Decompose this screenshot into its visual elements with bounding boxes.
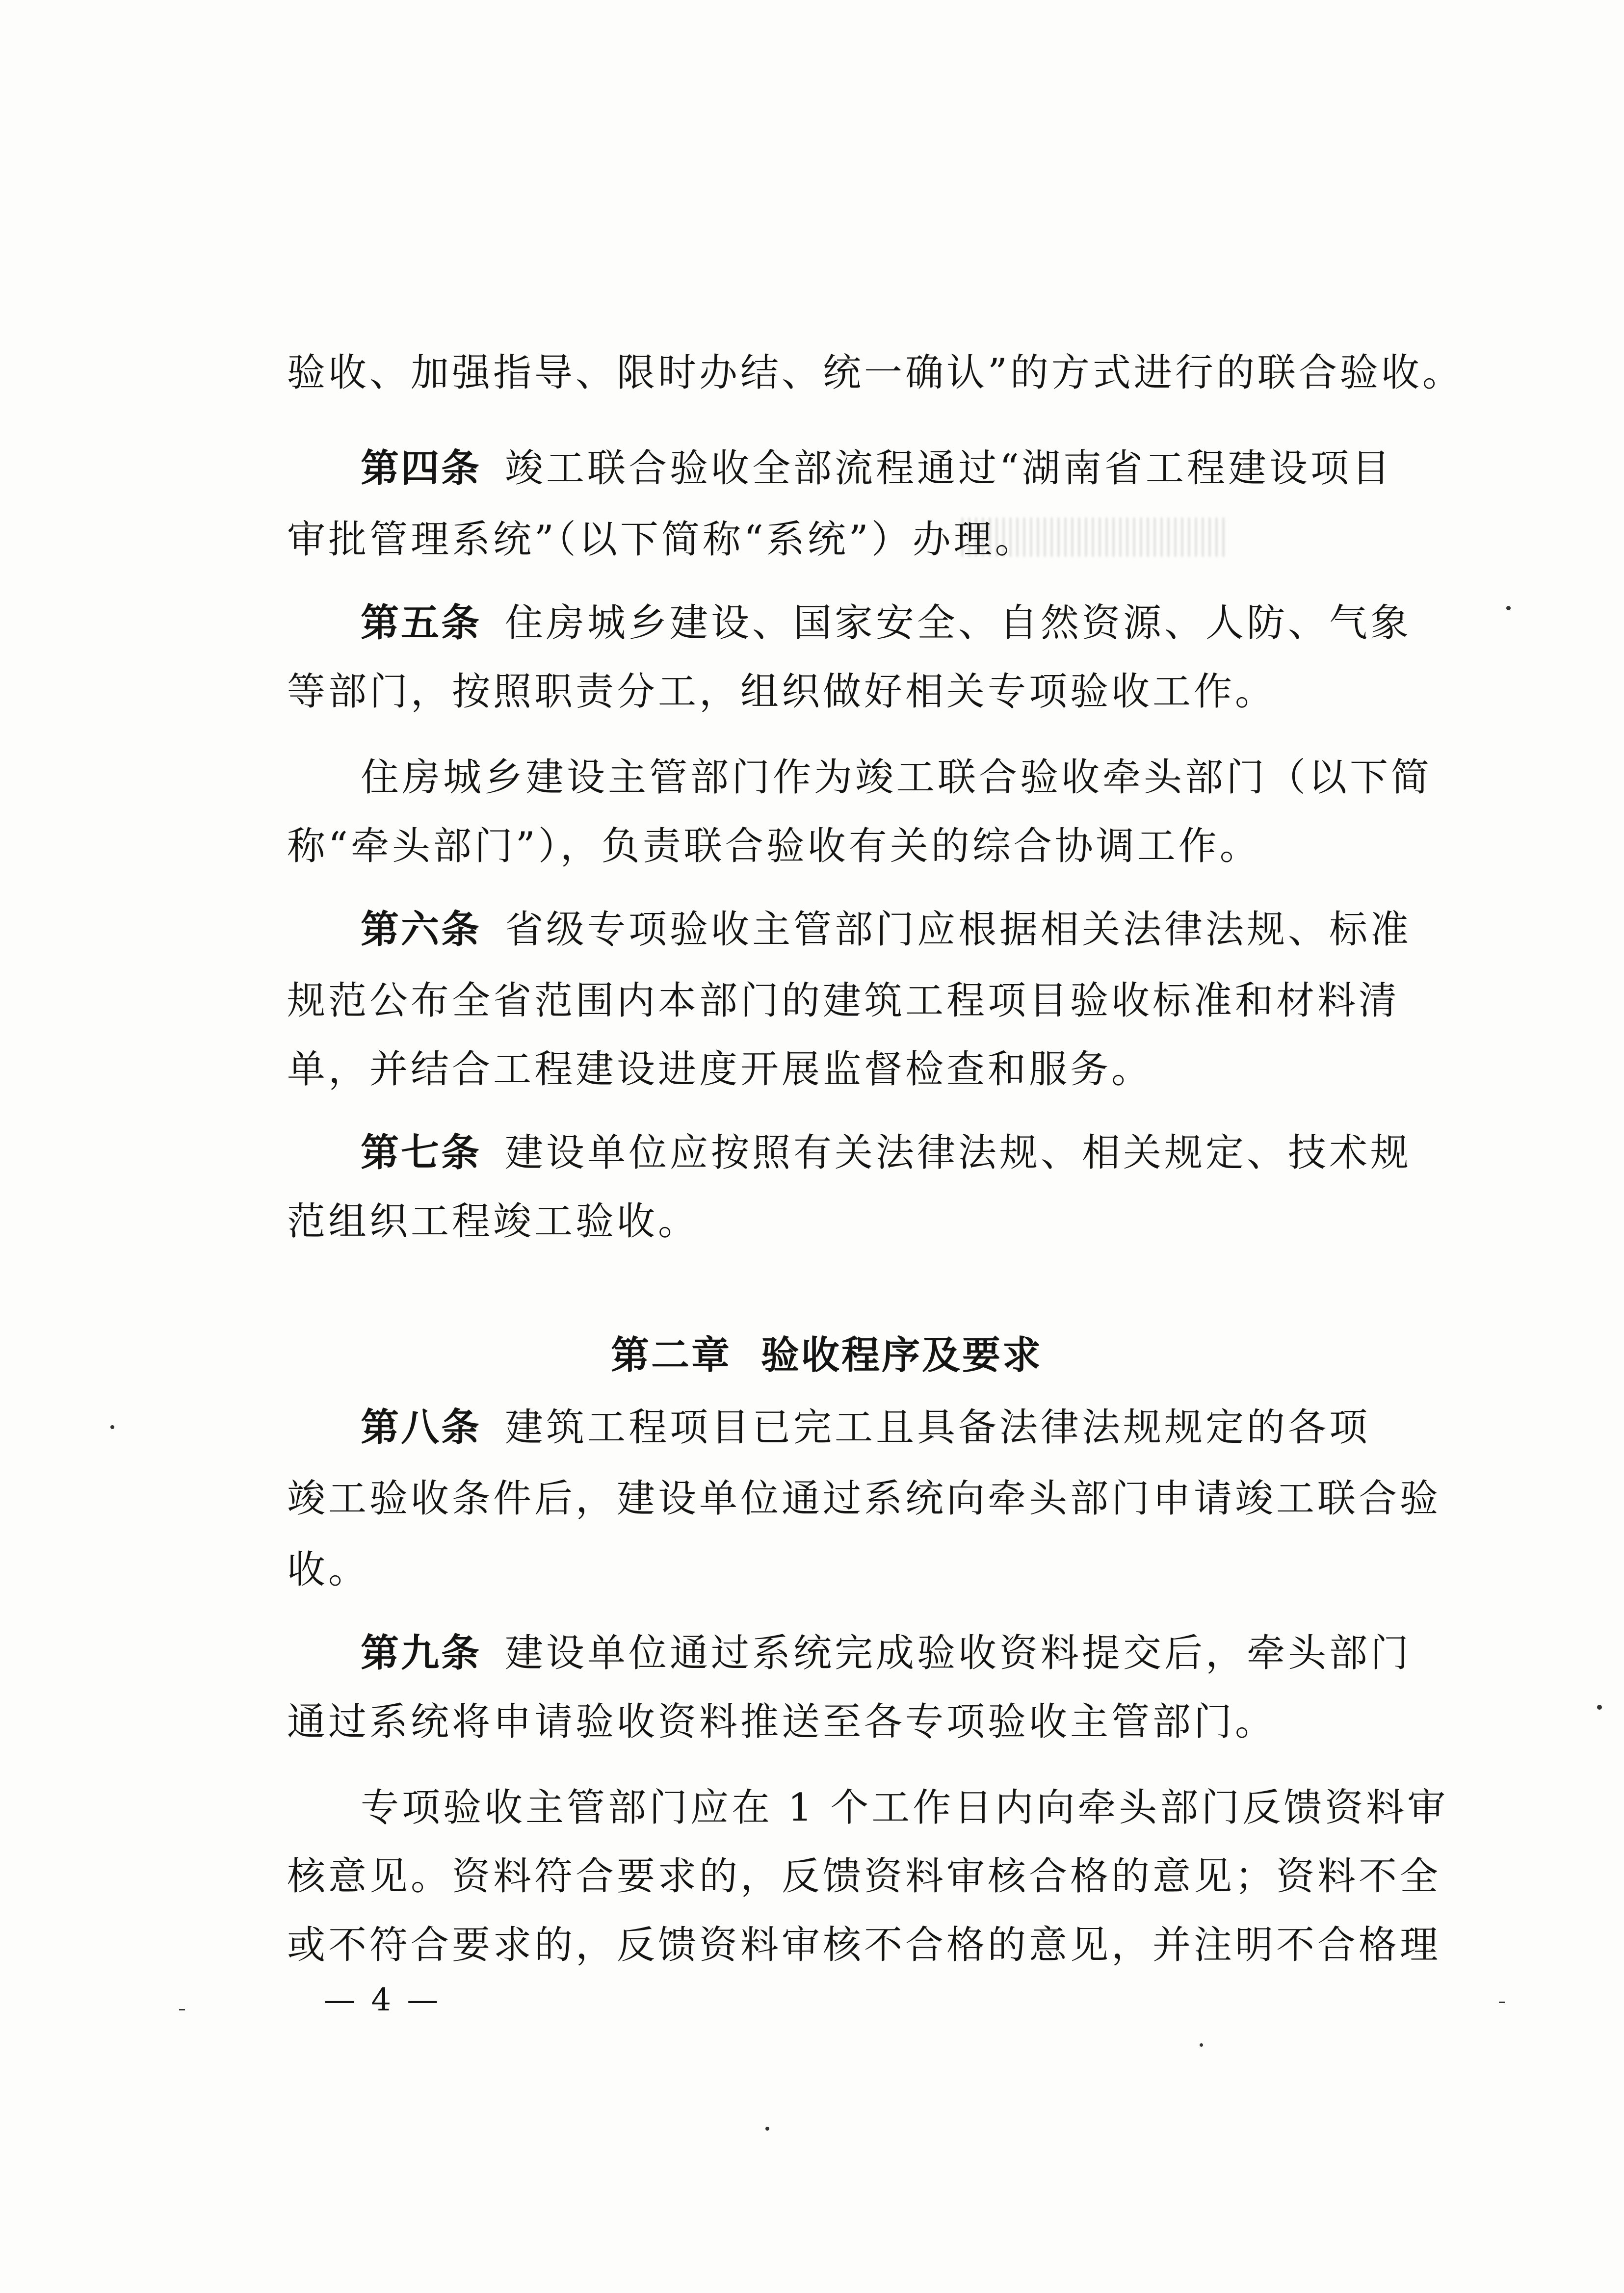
article-4: 第四条 竣工联合验收全部流程通过“湖南省工程建设项目: [361, 446, 1393, 491]
line-17: 通过系统将申请验收资料推送至各专项验收主管部门。: [287, 1700, 1277, 1744]
article-7: 第七条 建设单位应按照有关法律法规、相关规定、技术规: [361, 1130, 1412, 1175]
article-6: 第六条 省级专项验收主管部门应根据相关法律法规、标准: [361, 907, 1412, 952]
line-9: 规范公布全省范围内本部门的建筑工程项目验收标准和材料清: [287, 979, 1400, 1023]
article-5: 第五条 住房城乡建设、国家安全、自然资源、人防、气象: [361, 600, 1412, 645]
scan-speck: [110, 1425, 114, 1429]
line-20: 或不符合要求的，反馈资料审核不合格的意见，并注明不合格理: [287, 1923, 1441, 1967]
line-15: 收。: [287, 1548, 370, 1592]
line-1: 验收、加强指导、限时办结、统一确认”的方式进行的联合验收。: [287, 351, 1464, 395]
page-number: — 4 —: [324, 1982, 442, 2018]
paragraph-lead-department: 住房城乡建设主管部门作为竣工联合验收牵头部门（以下简: [361, 756, 1433, 800]
line-3: 审批管理系统”（以下简称“系统”）办理。: [287, 518, 1036, 562]
scan-speck: [765, 2127, 769, 2131]
line-19: 核意见。资料符合要求的，反馈资料审核合格的意见；资料不全: [287, 1854, 1441, 1899]
article-9: 第九条 建设单位通过系统完成验收资料提交后，牵头部门: [361, 1631, 1412, 1675]
line-5: 等部门，按照职责分工，组织做好相关专项验收工作。: [287, 670, 1277, 714]
scan-speck: [1506, 606, 1511, 610]
line-12: 范组织工程竣工验收。: [287, 1199, 700, 1244]
paragraph-review-opinion: 专项验收主管部门应在 1 个工作日内向牵头部门反馈资料审: [361, 1786, 1449, 1830]
line-10: 单，并结合工程建设进度开展监督检查和服务。: [287, 1047, 1153, 1092]
scan-speck: [1499, 2002, 1505, 2003]
scan-speck: [179, 2009, 185, 2010]
line-14: 竣工验收条件后，建设单位通过系统向牵头部门申请竣工联合验: [287, 1477, 1441, 1521]
article-8: 第八条 建筑工程项目已完工且具备法律法规规定的各项: [361, 1405, 1371, 1450]
scan-speck: [1597, 1705, 1602, 1710]
scan-speck: [1200, 2043, 1203, 2047]
chapter-heading: 第二章 验收程序及要求: [610, 1333, 1043, 1378]
line-7: 称“牵头部门”），负责联合验收有关的综合协调工作。: [287, 824, 1261, 868]
